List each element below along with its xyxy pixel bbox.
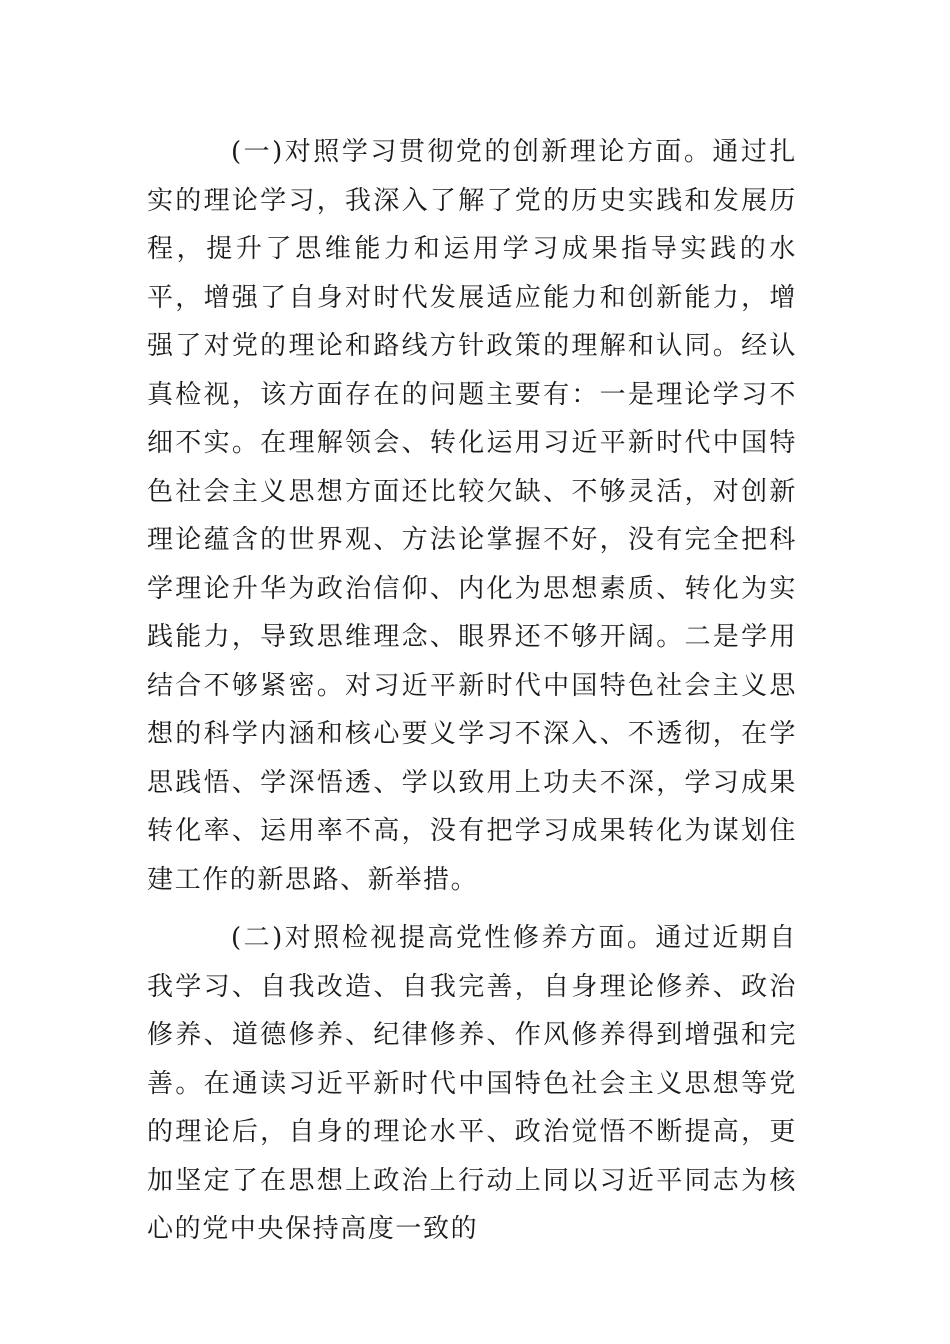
document-body bbox=[147, 128, 797, 1254]
paragraph-1: (一)对照学习贯彻党的创新理论方面。通过扎实的理论学习，我深入了解了党的历史实践和发展历程，提升了思维能力和运用学习成果指导实践的水平，增强了自身对时代发展适应能力和创新能力，增强了对党的理论和路线方针政策的理解和认同。经认真检视，该方面存在的问题主要有：一是理论学习不细不实。在理解领会、转化运用习近平新时代中国特色社会主义思想方面还比较欠缺、不够灵活，对创新理论蕴含的世界观、方法论掌握不好，没有完全把科学理论升华为政治信仰、内化为思想素质、转化为实践能力，导致思维理念、眼界还不够开阔。二是学用结合不够紧密。对习近平新时代中国特色社会主义思想的科学内涵和核心要义学习不深入、不透彻，在学思践悟、学深悟透、学以致用上功夫不深，学习成果转化率、运用率不高，没有把学习成果转化为谋划住建工作的新思路、新举措。 bbox=[147, 137, 797, 895]
paragraph-2: (二)对照检视提高党性修养方面。通过近期自我学习、自我改造、自我完善，自身理论修养、政治修养、道德修养、纪律修养、作风修养得到增强和完善。在通读习近平新时代中国特色社会主义思想等党的理论后，自身的理论水平、政治觉悟不断提高，更加坚定了在思想上政治上行动上同以习近平同志为核心的党中央保持高度一致的 bbox=[147, 923, 797, 1244]
